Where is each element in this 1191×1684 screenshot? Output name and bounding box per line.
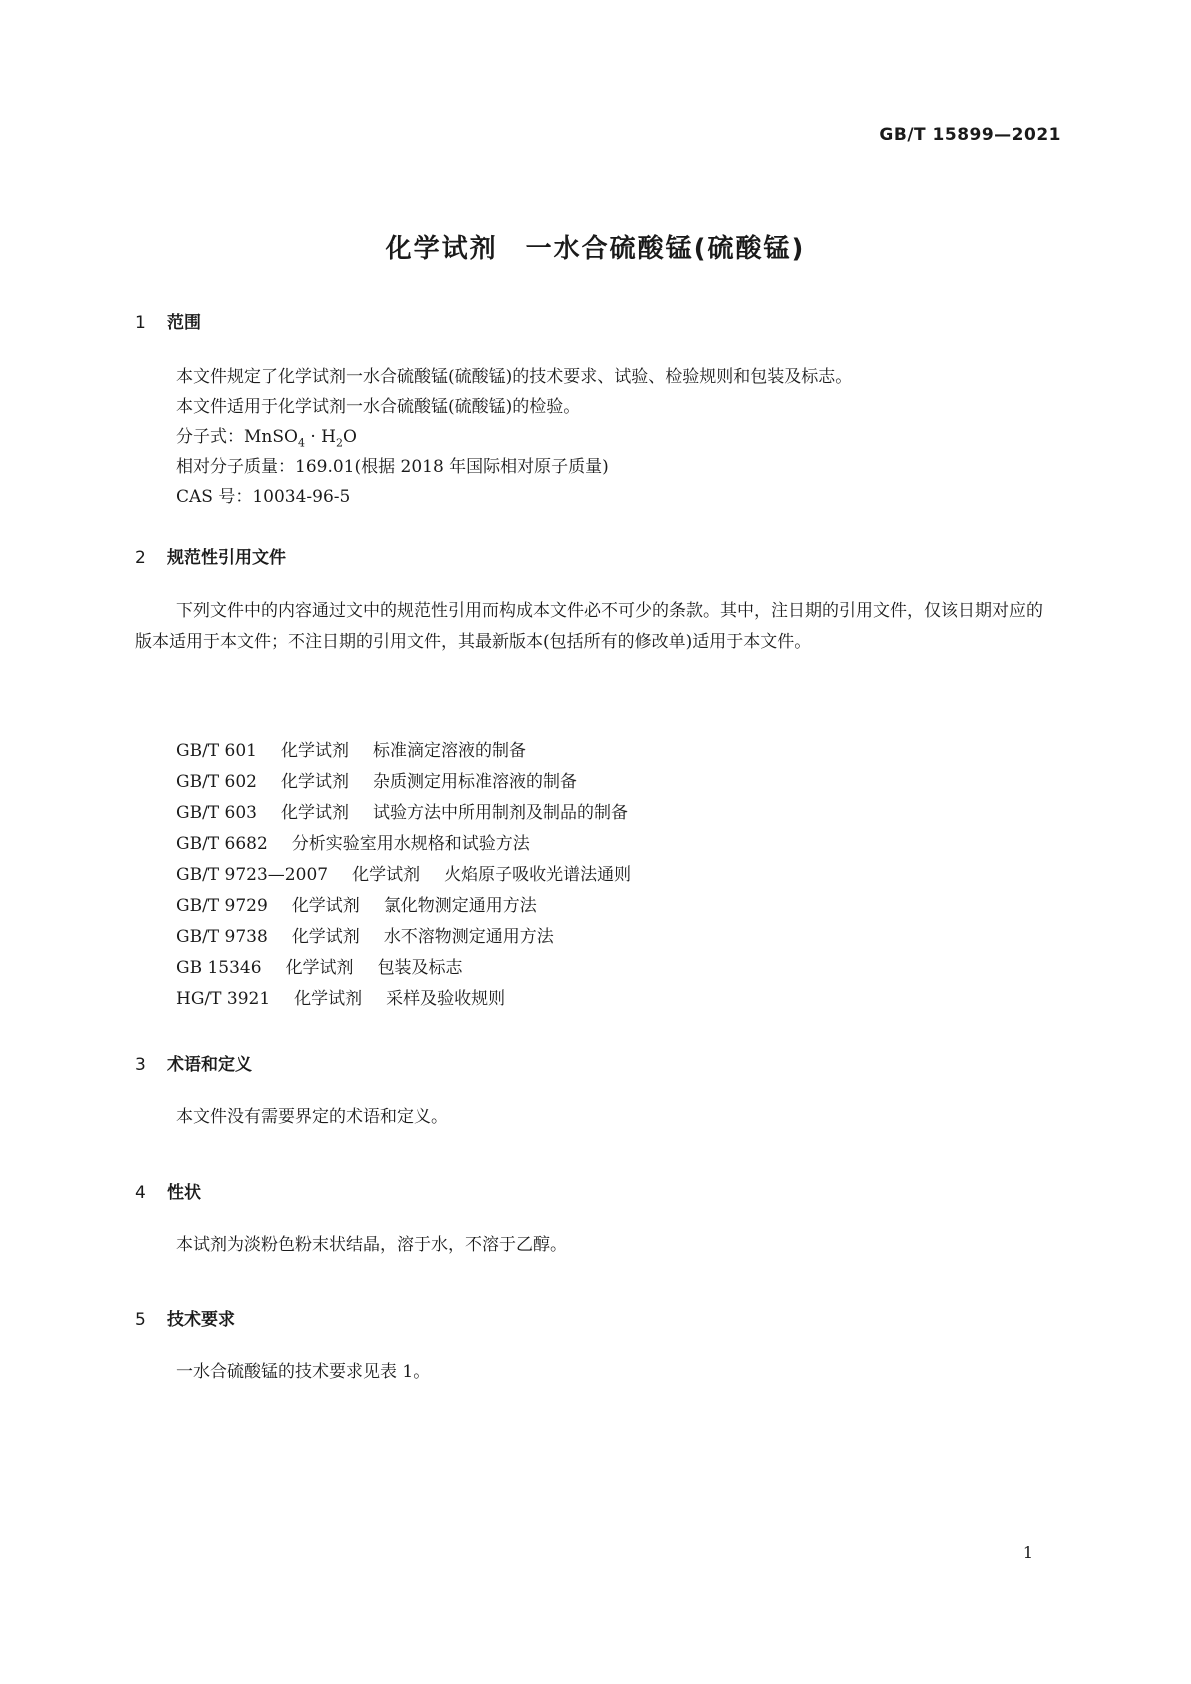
reference-title-a: 化学试剂: [291, 927, 360, 947]
reference-list: [176, 736, 631, 1015]
formula-label: 分子式：MnSO: [176, 427, 298, 447]
reference-title-b: 试验方法中所用制剂及制品的制备: [373, 803, 628, 823]
section-heading-technical-requirements: [135, 1305, 235, 1330]
reference-title-b: 火焰原子吸收光谱法通则: [444, 865, 632, 885]
reference-title-b: 采样及验收规则: [386, 989, 506, 1009]
reference-title-a: 化学试剂: [285, 958, 354, 978]
reference-code: GB/T 603: [176, 803, 257, 823]
reference-item: [176, 891, 631, 922]
molecular-mass: 相对分子质量：169.01(根据 2018 年国际相对原子质量): [176, 457, 609, 477]
reference-title-a: 化学试剂: [352, 865, 421, 885]
section-title: 技术要求: [167, 1310, 235, 1330]
reference-title-a: 化学试剂: [281, 741, 349, 761]
formula-mid: · H: [304, 427, 336, 447]
cas-number: CAS 号：10034-96-5: [176, 487, 351, 507]
section-heading-normative-references: [135, 543, 286, 568]
reference-item: [176, 798, 631, 829]
reference-title-b: 杂质测定用标准溶液的制备: [373, 772, 577, 792]
reference-title-a: 分析实验室用水规格和试验方法: [291, 834, 530, 854]
reference-item: [176, 829, 631, 860]
section-number: 2: [135, 548, 146, 568]
terms-paragraph: 本文件没有需要界定的术语和定义。: [176, 1107, 448, 1127]
reference-title-b: 包装及标志: [377, 958, 463, 978]
reference-item: [176, 953, 631, 984]
section-heading-scope: [135, 308, 201, 333]
section-heading-terms: [135, 1050, 252, 1075]
section-title: 性状: [167, 1183, 201, 1203]
section-title: 术语和定义: [167, 1055, 252, 1075]
reference-title-b: 水不溶物测定通用方法: [383, 927, 554, 947]
section-number: 3: [135, 1055, 146, 1075]
section-heading-properties: [135, 1178, 201, 1203]
formula-subscript-2: 2: [336, 436, 343, 450]
reference-code: GB/T 9738: [176, 927, 268, 947]
document-title: 化学试剂 一水合硫酸锰(硫酸锰): [385, 234, 806, 264]
reference-code: GB/T 6682: [176, 834, 268, 854]
reference-code: HG/T 3921: [176, 989, 271, 1009]
references-intro: 下列文件中的内容通过文中的规范性引用而构成本文件必不可少的条款。其中，注日期的引用文件，仅该日期对应的版本适用于本文件；不注日期的引用文件，其最新版本(包括所有的修改单)适用于本文件。: [135, 601, 1043, 652]
reference-code: GB/T 9723—2007: [176, 865, 329, 885]
reference-code: GB/T 601: [176, 741, 257, 761]
section-number: 4: [135, 1183, 146, 1203]
standard-code: GB/T 15899—2021: [879, 125, 1061, 145]
section-number: 5: [135, 1310, 146, 1330]
formula-end: O: [343, 427, 357, 447]
formula-subscript-4: 4: [297, 436, 305, 450]
reference-code: GB/T 9729: [176, 896, 268, 916]
scope-paragraph-1: 本文件规定了化学试剂一水合硫酸锰(硫酸锰)的技术要求、试验、检验规则和包装及标志。: [176, 367, 853, 387]
reference-item: [176, 860, 631, 891]
reference-item: [176, 736, 631, 767]
page-number: 1: [1022, 1543, 1033, 1562]
scope-paragraph-2: 本文件适用于化学试剂一水合硫酸锰(硫酸锰)的检验。: [176, 397, 581, 417]
reference-title-a: 化学试剂: [294, 989, 363, 1009]
section-title: 规范性引用文件: [167, 548, 286, 568]
reference-title-b: 氯化物测定通用方法: [383, 896, 537, 916]
properties-paragraph: 本试剂为淡粉色粉末状结晶，溶于水，不溶于乙醇。: [176, 1235, 567, 1255]
reference-item: [176, 922, 631, 953]
reference-code: GB/T 602: [176, 772, 257, 792]
section-number: 1: [135, 313, 146, 333]
reference-code: GB 15346: [176, 958, 262, 978]
reference-title-b: 标准滴定溶液的制备: [373, 741, 526, 761]
reference-title-a: 化学试剂: [281, 772, 349, 792]
reference-title-a: 化学试剂: [281, 803, 349, 823]
technical-requirements-paragraph: 一水合硫酸锰的技术要求见表 1。: [176, 1362, 431, 1382]
reference-item: [176, 767, 631, 798]
reference-item: [176, 984, 631, 1015]
section-title: 范围: [167, 313, 201, 333]
reference-title-a: 化学试剂: [291, 896, 360, 916]
